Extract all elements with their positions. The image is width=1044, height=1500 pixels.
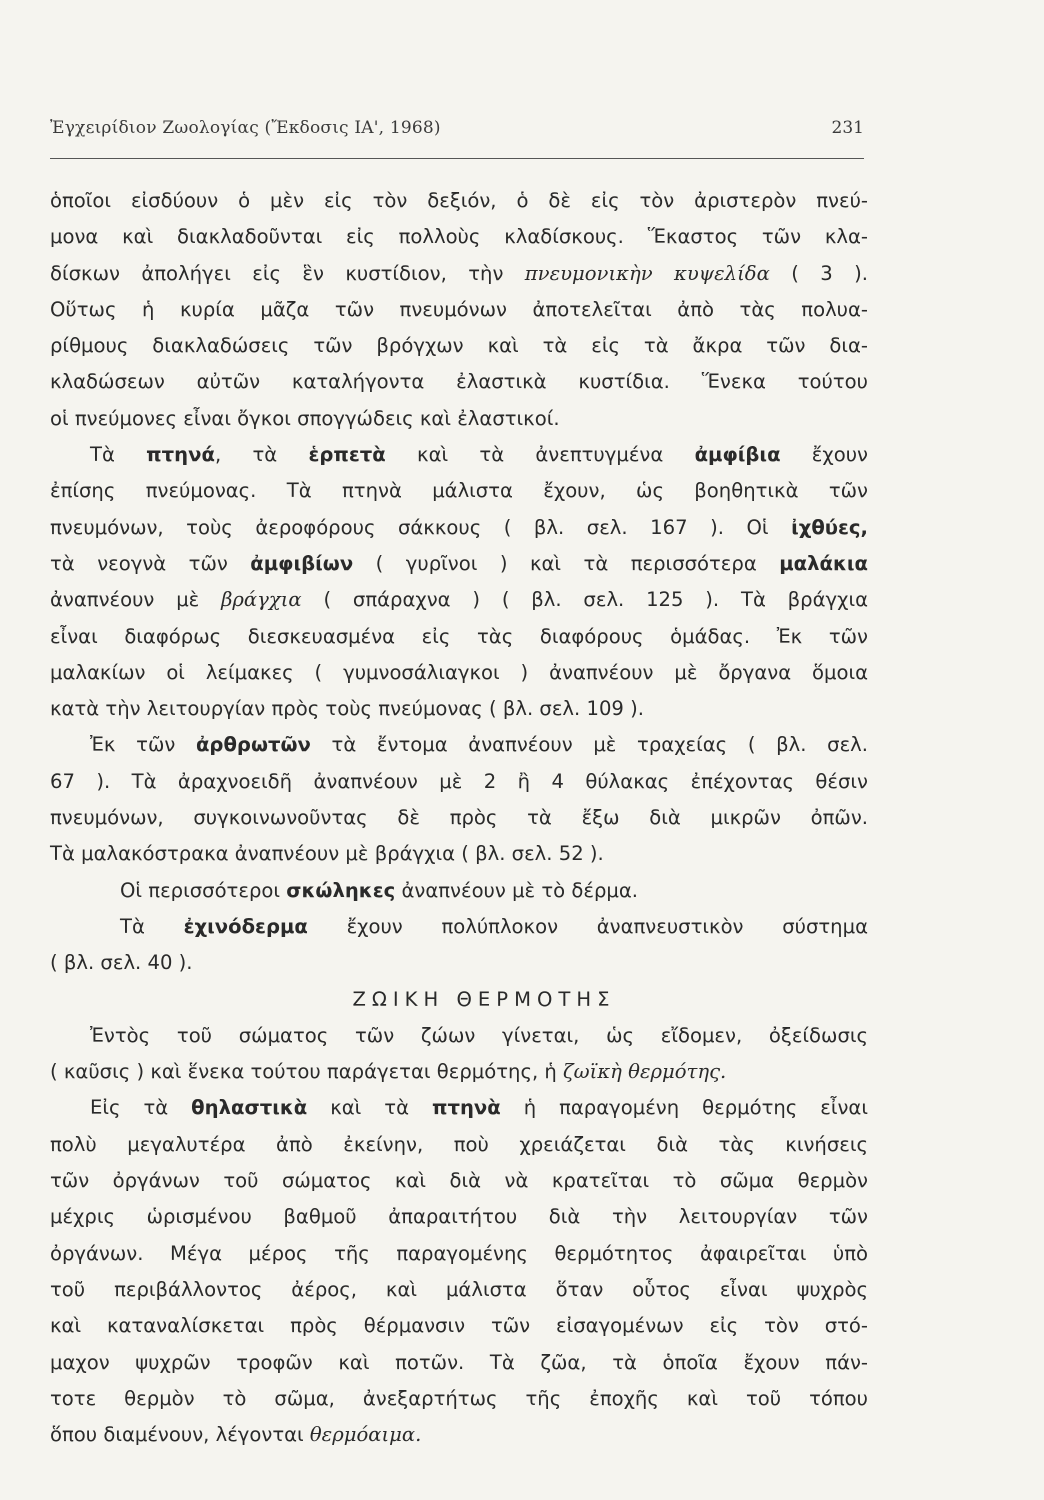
text-line: μαχον ψυχρῶν τροφῶν καὶ ποτῶν. Τὰ ζῶα, τὰ ὁποῖα ἔχουν πάν- bbox=[50, 1350, 868, 1374]
text-line: τῶν ὀργάνων τοῦ σώματος καὶ διὰ νὰ κρατεῖται τὸ σῶμα θερμὸν bbox=[50, 1169, 868, 1193]
text-run: ( γυρῖνοι ) καὶ τὰ περισσότερα bbox=[353, 551, 780, 575]
text-line bbox=[50, 582, 868, 618]
bold-term: σκώληκες bbox=[286, 878, 396, 902]
italic-term: πνευμονικὴν κυψελίδα bbox=[524, 261, 770, 285]
text-line: καὶ καταναλίσκεται πρὸς θέρμανσιν τῶν εἰσαγομένων εἰς τὸν στό- bbox=[50, 1314, 868, 1338]
bold-term: ἰχθύες, bbox=[791, 515, 868, 539]
text-run: δίσκων ἀπολήγει εἰς ἓν κυστίδιον, τὴν bbox=[50, 261, 504, 285]
text-line: ( βλ. σελ. 40 ). bbox=[50, 951, 193, 975]
text-run: καὶ τὰ bbox=[307, 1096, 432, 1120]
text-run: ( σπάραχνα ) ( βλ. σελ. 125 ). Τὰ βράγχια bbox=[301, 588, 868, 612]
text-run: Ἐκ τῶν bbox=[90, 733, 196, 757]
page-body bbox=[50, 183, 868, 1453]
text-line bbox=[50, 256, 868, 292]
text-line: εἶναι διαφόρως διεσκευασμένα εἰς τὰς διαφόρους ὁμάδας. Ἐκ τῶν bbox=[50, 624, 868, 648]
text-line: οἱ πνεύμονες εἶναι ὄγκοι σπογγώδεις καὶ ἐλαστικοί. bbox=[50, 406, 560, 430]
text-run: ( καῦσις ) καὶ ἕνεκα τούτου παράγεται θερμότης, ἡ bbox=[50, 1060, 564, 1084]
italic-term: βράγχια bbox=[221, 588, 302, 612]
text-run: ἀναπνέουν μὲ τὸ δέρμα. bbox=[395, 878, 638, 902]
text-run: τὰ νεογνὰ τῶν bbox=[50, 551, 251, 575]
bold-term: ἀρθρωτῶν bbox=[195, 733, 311, 757]
text-line bbox=[50, 546, 868, 582]
text-line bbox=[50, 1054, 868, 1090]
text-line bbox=[50, 437, 868, 473]
text-run: ὅπου διαμένουν, λέγονται bbox=[50, 1423, 310, 1447]
italic-term: ζωϊκὴ θερμότης. bbox=[563, 1060, 727, 1084]
text-line: τοῦ περιβάλλοντος ἀέρος, καὶ μάλιστα ὅταν οὗτος εἶναι ψυχρὸς bbox=[50, 1277, 868, 1301]
text-line: ἐπίσης πνεύμονας. Τὰ πτηνὰ μάλιστα ἔχουν, ὡς βοηθητικὰ τῶν bbox=[50, 479, 868, 503]
text-line bbox=[50, 1417, 868, 1453]
text-run: ἀναπνέουν μὲ bbox=[50, 588, 222, 612]
bold-term: πτηνὰ bbox=[431, 1096, 501, 1120]
bold-term: πτηνά bbox=[146, 443, 215, 467]
text-line: Τὰ μαλακόστρακα ἀναπνέουν μὲ βράγχια ( βλ. σελ. 52 ). bbox=[50, 842, 604, 866]
italic-term: θερμόαιμα. bbox=[309, 1423, 422, 1447]
text-line: Ἐντὸς τοῦ σώματος τῶν ζώων γίνεται, ὡς εἴδομεν, ὀξείδωσις bbox=[90, 1023, 868, 1047]
text-line: κλαδώσεων αὐτῶν καταλήγοντα ἐλαστικὰ κυστίδια. Ἕνεκα τούτου bbox=[50, 370, 868, 394]
text-line: πνευμόνων, συγκοινωνοῦντας δὲ πρὸς τὰ ἔξω διὰ μικρῶν ὀπῶν. bbox=[50, 806, 868, 830]
text-run: Τὰ bbox=[120, 914, 184, 938]
text-run: τὰ ἔντομα ἀναπνέουν μὲ τραχείας ( βλ. σελ. bbox=[310, 733, 868, 757]
text-line bbox=[50, 873, 868, 909]
text-line: κατὰ τὴν λειτουργίαν πρὸς τοὺς πνεύμονας ( βλ. σελ. 109 ). bbox=[50, 697, 644, 721]
text-line: ὁποῖοι εἰσδύουν ὁ μὲν εἰς τὸν δεξιόν, ὁ δὲ εἰς τὸν ἀριστερὸν πνεύ- bbox=[50, 189, 868, 212]
text-line: μέχρις ὡρισμένου βαθμοῦ ἀπαραιτήτου διὰ τὴν λειτουργίαν τῶν bbox=[50, 1205, 868, 1229]
text-line: ὀργάνων. Μέγα μέρος τῆς παραγομένης θερμότητος ἀφαιρεῖται ὑπὸ bbox=[50, 1241, 868, 1265]
text-run: ἔχουν πολύπλοκον ἀναπνευστικὸν σύστημα bbox=[307, 914, 868, 938]
text-line: 67 ). Τὰ ἀραχνοειδῆ ἀναπνέουν μὲ 2 ἢ 4 θύλακας ἐπέχοντας θέσιν bbox=[50, 769, 868, 793]
page-number: 231 bbox=[831, 118, 864, 138]
text-line bbox=[50, 1090, 868, 1126]
text-line: Οὕτως ἡ κυρία μᾶζα τῶν πνευμόνων ἀποτελεῖται ἀπὸ τὰς πολυα- bbox=[50, 297, 868, 321]
text-run: καὶ τὰ ἀνεπτυγμένα bbox=[385, 443, 695, 467]
text-line: μαλακίων οἱ λείμακες ( γυμνοσάλιαγκοι ) ἀναπνέουν μὲ ὄργανα ὅμοια bbox=[50, 660, 868, 684]
bold-term: μαλάκια bbox=[779, 551, 869, 575]
text-run: Οἱ περισσότεροι bbox=[120, 878, 287, 902]
text-line: τοτε θερμὸν τὸ σῶμα, ἀνεξαρτήτως τῆς ἐποχῆς καὶ τοῦ τόπου bbox=[50, 1386, 868, 1410]
text-line bbox=[50, 510, 868, 546]
text-line: ρίθμους διακλαδώσεις τῶν βρόγχων καὶ τὰ εἰς τὰ ἄκρα τῶν δια- bbox=[50, 334, 868, 358]
bold-term: ἑρπετὰ bbox=[308, 443, 386, 467]
bold-term: θηλαστικὰ bbox=[191, 1096, 308, 1120]
page-header bbox=[50, 118, 864, 159]
bold-term: ἀμφίβια bbox=[694, 443, 781, 467]
bold-term: ἐχινόδερμα bbox=[183, 914, 308, 938]
bold-term: ἀμφιβίων bbox=[250, 551, 354, 575]
section-heading: ΖΩΙΚΗ ΘΕΡΜΟΤΗΣ bbox=[352, 987, 616, 1011]
text-line bbox=[50, 727, 868, 763]
text-line: μονα καὶ διακλαδοῦνται εἰς πολλοὺς κλαδίσκους. Ἕκαστος τῶν κλα- bbox=[50, 225, 868, 249]
text-run: ἡ παραγομένη θερμότης εἶναι bbox=[500, 1096, 868, 1120]
text-run: πνευμόνων, τοὺς ἀεροφόρους σάκκους ( βλ. σελ. 167 ). Οἱ bbox=[50, 515, 792, 539]
text-run: Εἰς τὰ bbox=[90, 1096, 192, 1120]
running-title: Ἐγχειρίδιον Ζωολογίας (Ἔκδοσις ΙΑ', 1968) bbox=[50, 118, 441, 138]
text-run: ἔχουν bbox=[780, 443, 868, 467]
text-line bbox=[50, 909, 868, 945]
text-run: ( 3 ). bbox=[769, 261, 868, 285]
text-run: , τὰ bbox=[214, 443, 309, 467]
text-run: Τὰ bbox=[90, 443, 147, 467]
text-line: πολὺ μεγαλυτέρα ἀπὸ ἐκείνην, ποὺ χρειάζεται διὰ τὰς κινήσεις bbox=[50, 1132, 868, 1156]
